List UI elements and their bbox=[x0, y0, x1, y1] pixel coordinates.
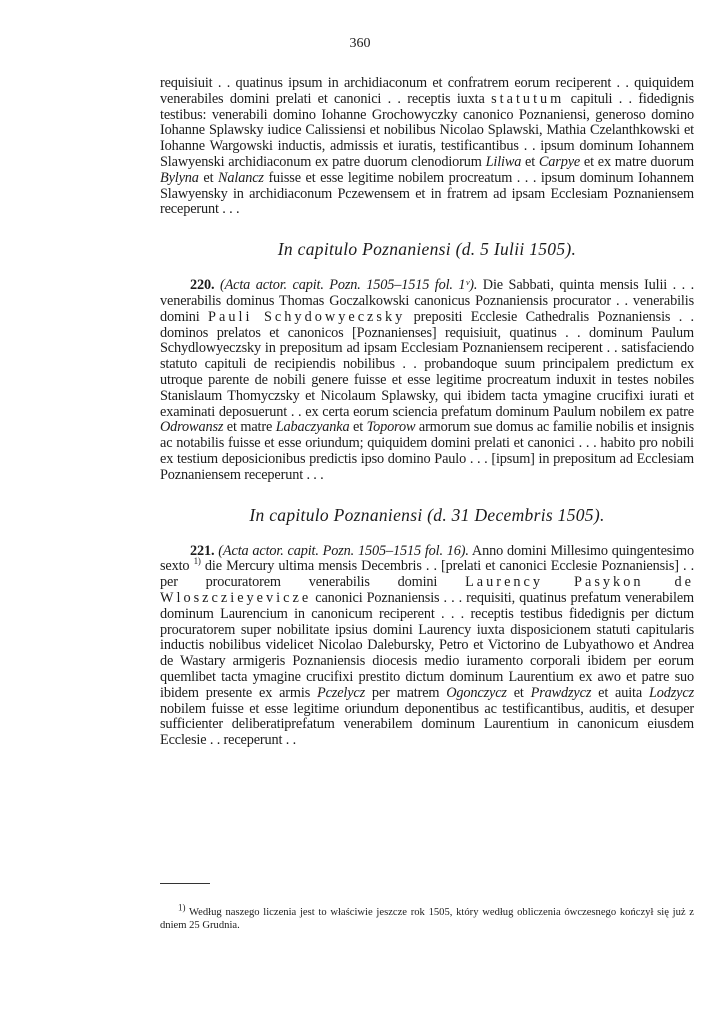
text-run: et bbox=[506, 684, 531, 701]
text-run: canonici Poznaniensis . . . requisiti, quatinus prefatum venerabilem dominum Laurencium in canonicum reciperent . . . receptis testibus fidedignis per dictum procuratorem super nobilitate ipsius domini Laurency iuxta disposicionem statuti capitularis inductis nobilibus videlicet Nicolao Dalebursky, Petro et Victorino de Lubyathowo et Andrea de Wastary armigeris Poznaniensis diocesis medio iuramento corporali ibidem per eorum quemlibet tacta ymagine crucifixi prestito dictum dominum Laurentium ex awo et patre suo ibidem presente ex armis bbox=[160, 589, 694, 701]
section-heading: In capitulo Poznaniensi (d. 31 Decembris 1505). bbox=[249, 504, 605, 525]
text-run: Die Sabbati, quinta mensis Iulii . . . venerabilis dominus Thomas Goczalkowski canonicus Poznaniensis procurator . . venerabilis domini bbox=[160, 277, 694, 325]
footnote-divider bbox=[160, 883, 210, 884]
section-heading: In capitulo Poznaniensi (d. 5 Iulii 1505). bbox=[277, 239, 577, 260]
coat-of-arms-name: Bylyna bbox=[160, 169, 199, 186]
coat-of-arms-name: Lodzycz bbox=[648, 684, 694, 701]
text-run: et bbox=[521, 153, 539, 170]
coat-of-arms-name: Odrowansz bbox=[160, 419, 224, 436]
text-run: et bbox=[198, 169, 219, 186]
coat-of-arms-name: Carpye bbox=[538, 153, 581, 170]
coat-of-arms-name: Liliwa bbox=[485, 153, 522, 170]
text-run: nobilem fuisse et esse legitime oriundum deponentibus ac testificantibus, auditis, et desuper sufficienter deliberatiprefatum venerabilem dominum Laurentium in canonicum eiusdem Ecclesie . . receperunt . . bbox=[160, 700, 694, 749]
text-run: et bbox=[349, 419, 367, 436]
source-reference: (Acta actor. capit. Pozn. 1505–1515 fol. 16). bbox=[214, 542, 469, 559]
text-run: Anno domini Millesimo quingentesimo sexto bbox=[160, 542, 694, 575]
spaced-name: Pauli Schydowyeczsky bbox=[208, 308, 406, 325]
coat-of-arms-name: Nalancz bbox=[218, 169, 264, 186]
coat-of-arms-name: Ogonczycz bbox=[446, 684, 507, 701]
spaced-name: Laurency Pasykon de Wloszczieyevicze bbox=[160, 574, 694, 606]
text-run: per matrem bbox=[365, 684, 447, 701]
text-run: et matre bbox=[223, 419, 276, 436]
text-run: die Mercury ultima mensis Decembris . . [prelati et canonici Ecclesie Poznaniensis] . . per procuratorem venerabilis domini bbox=[160, 558, 694, 591]
coat-of-arms-name: Pczelycz bbox=[317, 684, 366, 701]
text-run: armorum sue domus ac familie nobilis et insignis ac notabilis fuisse et esse oriundum; quiquidem domini prelati et canonici . . . habito pro nobili ex testium deposicionibus predictis ipso domino Paulo . . . [ipsum] in prepositum ad Ecclesiam Poznaniensem receperunt . . . bbox=[160, 419, 694, 483]
document-entry-220 bbox=[160, 278, 694, 483]
text-run: fuisse et esse legitime nobilem procreatum . . . ipsum dominum Iohannem Slawyensky in archidiaconum Pczewensem et in fratrem ad ipsam Ecclesiam Poznaniensem receperunt . . . bbox=[160, 169, 694, 218]
text-run: prepositi Ecclesie Cathedralis Poznaniensis . . dominos prelatos et canonicos [Poznanienses] requisiuit, quatinus . . dominum Paulum Schydlowyeczsky in prepositum ad ipsam Ecclesiam Poznaniensem reciperent . . satisfaciendo statuto capituli de recipiendis nobilibus . . probandoque suum principalem predictum ex utroque parente de nobili genere fuisse et esse legitime procreatum induxit in testes nobiles Stanislaum Thomyczsky et Nicolaum Splawsky, qui ibidem tacta ymagine crucifixi iurati et examinati deposuerunt . . ex certa eorum sciencia prefatum dominum Paulum nobilem ex patre bbox=[160, 308, 694, 420]
entry-number: 220. bbox=[190, 277, 215, 294]
source-reference: (Acta actor. capit. Pozn. 1505–1515 fol. 1ᵛ). bbox=[214, 277, 478, 294]
spaced-term: statutum bbox=[491, 90, 565, 107]
coat-of-arms-name: Labaczyanka bbox=[275, 419, 350, 436]
coat-of-arms-name: Prawdzycz bbox=[530, 684, 592, 701]
paragraph-continuation bbox=[160, 76, 694, 218]
entry-number: 221. bbox=[190, 542, 215, 559]
footnote-mark: 1) bbox=[178, 902, 186, 913]
text-run: capituli . . fidedignis testibus: venerabili domino Iohanne Grochowyczky canonico Poznaniensi, generoso domino Iohanne Splawsky iudice Calissiensi et nobilibus Nicolao Splawski, Mathia Czelanthkowski et Iohanne Wargowski inductis, admissis et iuratis, testificantibus . . ipsum dominum Iohannem Slawyenski archidiaconum ex patre duorum clenodiorum bbox=[160, 90, 695, 170]
coat-of-arms-name: Toporow bbox=[366, 419, 416, 436]
page-number: 360 bbox=[349, 36, 371, 51]
document-entry-221 bbox=[160, 544, 694, 749]
page-body bbox=[160, 76, 694, 749]
text-run: requisiuit . . quatinus ipsum in archidiaconum et confratrem eorum reciperent . . quiquidem venerabiles domini prelati et canonici . . receptis iuxta bbox=[160, 75, 694, 107]
footnote-reference[interactable]: 1) bbox=[193, 556, 201, 567]
footnote-text: Według naszego liczenia jest to właściwie jeszcze rok 1505, który według obliczenia ówczesnego kończył się już z dniem 25 Grudnia. bbox=[160, 906, 694, 931]
text-run: et ex matre duorum bbox=[580, 153, 694, 170]
footnote bbox=[160, 902, 694, 932]
text-run: et auita bbox=[591, 684, 649, 701]
